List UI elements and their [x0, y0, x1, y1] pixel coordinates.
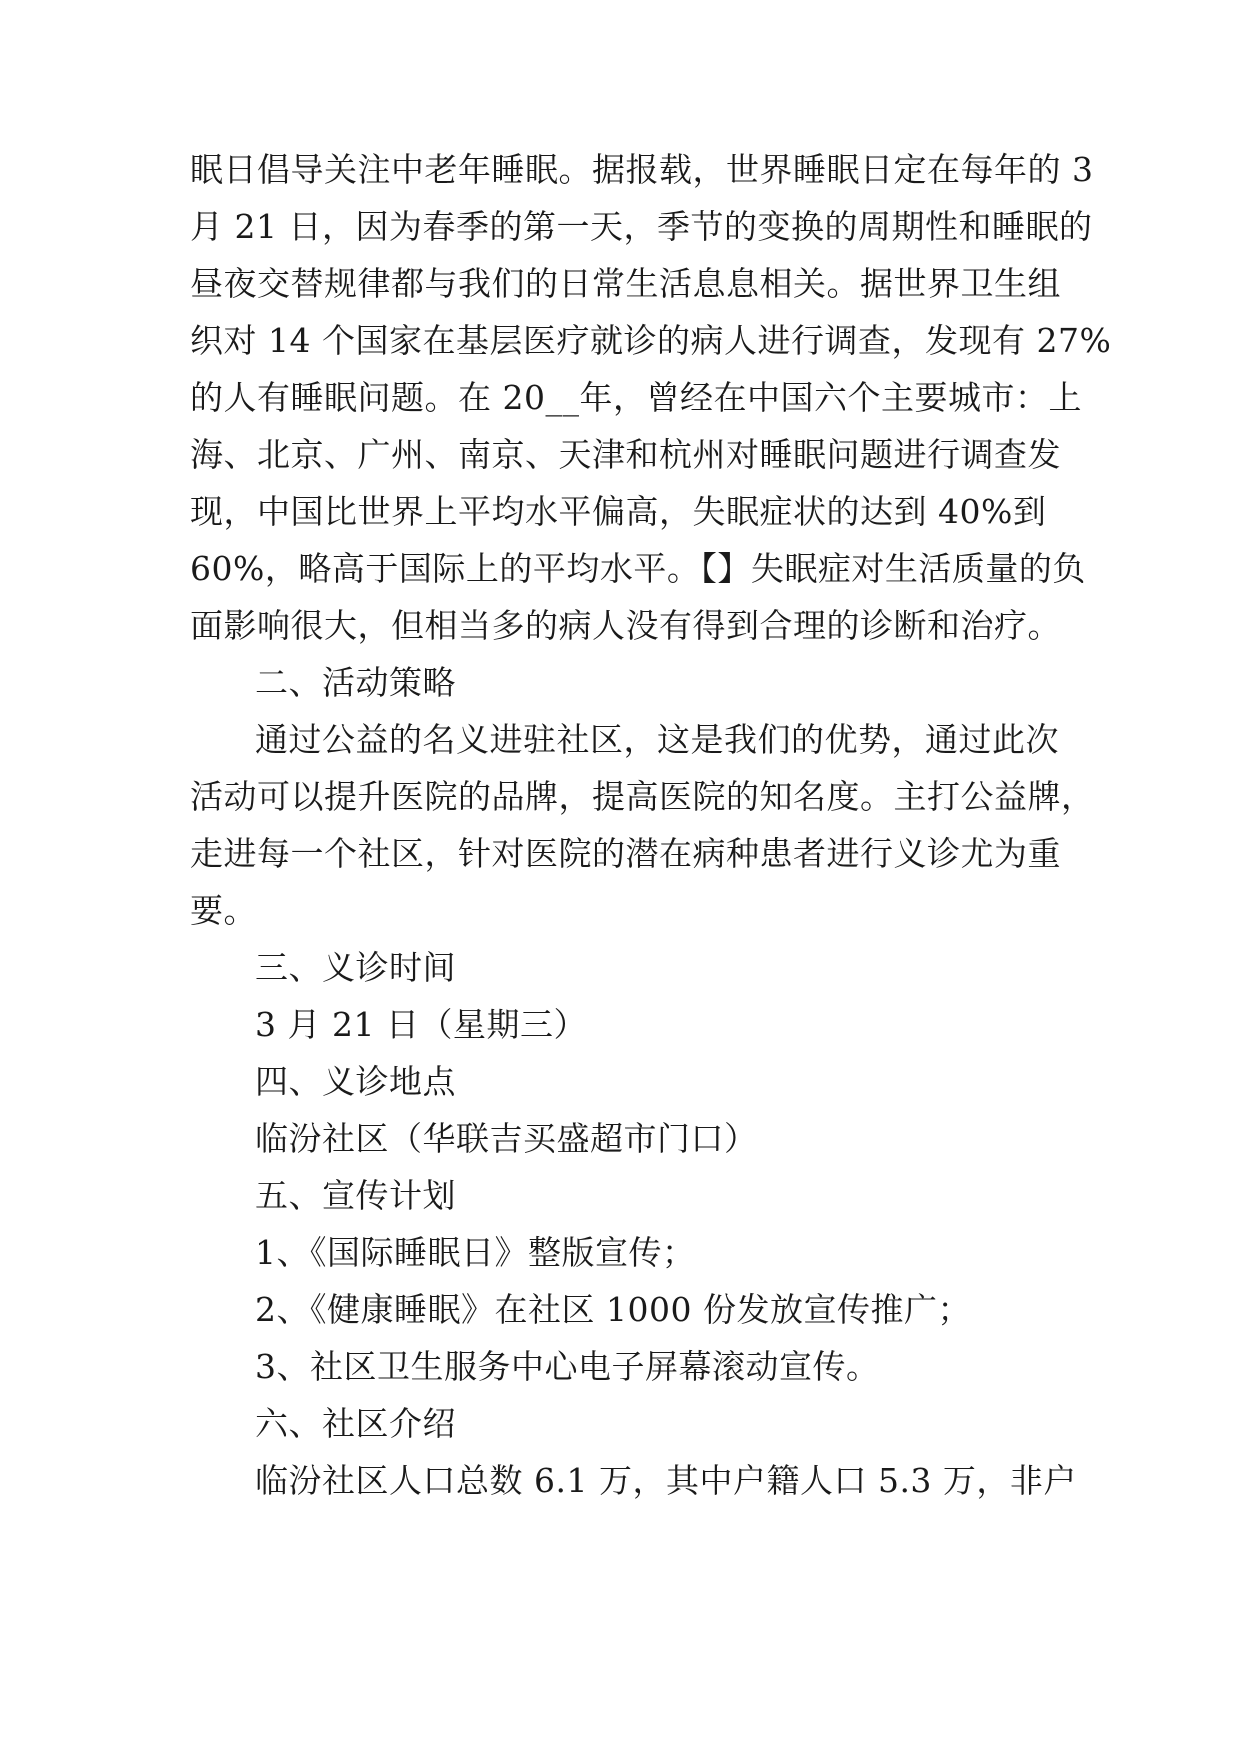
section-heading-strategy: 二、活动策略: [255, 663, 456, 702]
paragraph-line: 海、北京、广州、南京、天津和杭州对睡眠问题进行调查发: [190, 435, 1061, 474]
paragraph-line: 月 21 日，因为春季的第一天，季节的变换的周期性和睡眠的: [190, 207, 1093, 246]
location-value: 临汾社区（华联吉买盛超市门口）: [255, 1119, 758, 1158]
plan-item: 3、社区卫生服务中心电子屏幕滚动宣传。: [255, 1347, 880, 1386]
section-heading-community: 六、社区介绍: [255, 1404, 456, 1443]
section-heading-location: 四、义诊地点: [255, 1062, 456, 1101]
paragraph-line: 要。: [190, 891, 257, 930]
section-heading-plan: 五、宣传计划: [255, 1176, 456, 1215]
paragraph-line: 走进每一个社区，针对医院的潜在病种患者进行义诊尤为重: [190, 834, 1061, 873]
paragraph-line: 现，中国比世界上平均水平偏高，失眠症状的达到 40%到: [190, 492, 1047, 531]
paragraph-line: 昼夜交替规律都与我们的日常生活息息相关。据世界卫生组: [190, 264, 1061, 303]
paragraph-line: 面影响很大，但相当多的病人没有得到合理的诊断和治疗。: [190, 606, 1061, 645]
paragraph-line: 60%，略高于国际上的平均水平。【】失眠症对生活质量的负: [190, 549, 1086, 588]
community-text: 临汾社区人口总数 6.1 万，其中户籍人口 5.3 万，非户: [255, 1461, 1077, 1500]
plan-item: 1、《国际睡眠日》整版宣传；: [255, 1233, 696, 1272]
plan-item: 2、《健康睡眠》在社区 1000 份发放宣传推广；: [255, 1290, 971, 1329]
section-heading-time: 三、义诊时间: [255, 948, 456, 987]
paragraph-line: 通过公益的名义进驻社区，这是我们的优势，通过此次: [255, 720, 1059, 759]
paragraph-line: 的人有睡眠问题。在 20__年，曾经在中国六个主要城市：上: [190, 378, 1082, 417]
paragraph-line: 眠日倡导关注中老年睡眠。据报载，世界睡眠日定在每年的 3: [190, 150, 1094, 189]
paragraph-line: 织对 14 个国家在基层医疗就诊的病人进行调查，发现有 27%: [190, 321, 1112, 360]
paragraph-line: 活动可以提升医院的品牌，提高医院的知名度。主打公益牌，: [190, 777, 1095, 816]
time-value: 3 月 21 日（星期三）: [255, 1005, 587, 1044]
